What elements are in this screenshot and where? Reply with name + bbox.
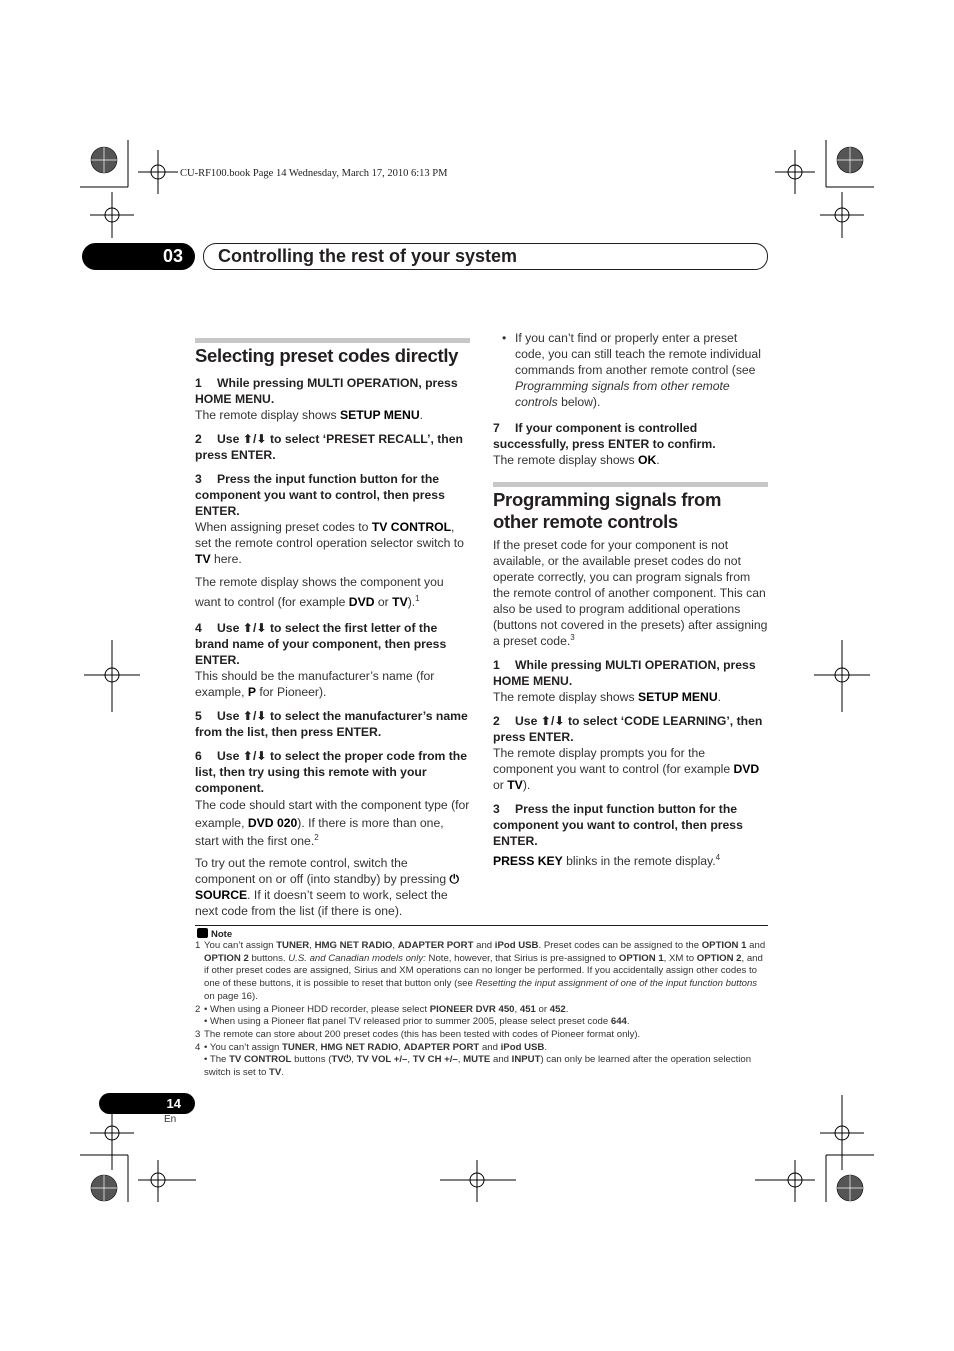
step-7: 7 If your component is controlled successfully, press ENTER to confirm. bbox=[493, 421, 716, 451]
note-3: 3 The remote can store about 200 preset codes (this has been tested with codes of Pioneer format only). bbox=[195, 1028, 641, 1040]
step-1: 1 While pressing MULTI OPERATION, press HOME MENU. bbox=[195, 376, 458, 406]
right-column bbox=[493, 330, 768, 869]
step-2-learning: 2 Use ⬆/⬇ to select ‘CODE LEARNING’, then press ENTER. bbox=[493, 714, 763, 744]
step-2-learning-body: The remote display prompts you for the component you want to control (for example DVD or TV). bbox=[493, 746, 760, 792]
step-6-body-2: To try out the remote control, switch the component on or off (into standby) by pressing ⏻ SOURCE. If it doesn’t seem to work, select the next code from the list (if there is one). bbox=[195, 856, 460, 918]
step-1-learning-body: The remote display shows SETUP MENU. bbox=[493, 690, 722, 704]
step-1-body: The remote display shows SETUP MENU. bbox=[195, 408, 424, 422]
chapter-number: 03 bbox=[162, 246, 183, 266]
step-4: 4 Use ⬆/⬇ to select the first letter of the brand name of your component, then press ENTER. bbox=[195, 621, 447, 667]
step-7-body: The remote display shows OK. bbox=[493, 453, 660, 467]
notes-heading: Note bbox=[197, 928, 232, 940]
notes-block bbox=[195, 940, 770, 1080]
section-heading-programming-signals: Programming signals from other remote controls bbox=[493, 482, 768, 533]
section-2-intro: If the preset code for your component is not available, or the available preset codes do not operate correctly, you can program signals from the remote control of another component. This can also be used to program additional operations (buttons not covered in the presets) after assigning a preset code.$^3$ bbox=[493, 538, 768, 648]
up-down-arrow-icon: ⬆/⬇ bbox=[242, 432, 267, 446]
up-down-arrow-icon: ⬆/⬇ bbox=[242, 709, 267, 723]
section-heading-preset-codes: Selecting preset codes directly bbox=[195, 338, 470, 367]
up-down-arrow-icon: ⬆/⬇ bbox=[540, 714, 565, 728]
note-1: 1 You can’t assign TUNER, HMG NET RADIO, ADAPTER PORT and iPod USB. Preset codes can be assigned to the OPTION 1 and OPTION 2 buttons. U.S. and Canadian models only: Note, however, that Sirius is pre-assigned to OPTION 1, XM to OPTION 2, and if other preset codes are assigned, Sirius and XM operations can no longer be performed. If you accidentally assign other codes to one of these buttons, it is possible to reset that button only (see Resetting the input assignment of one of the input function buttons on page 16). bbox=[195, 940, 766, 1002]
page-number-tab bbox=[99, 1093, 195, 1114]
book-filename-line: CU-RF100.book Page 14 Wednesday, March 17, 2010 6:13 PM bbox=[180, 168, 448, 179]
chapter-title: Controlling the rest of your system bbox=[218, 246, 518, 266]
step-2: 2 Use ⬆/⬇ to select ‘PRESET RECALL’, then press ENTER. bbox=[195, 432, 463, 462]
page-number: 14 bbox=[166, 1096, 181, 1111]
note-pencil-icon bbox=[197, 928, 208, 938]
up-down-arrow-icon: ⬆/⬇ bbox=[242, 749, 267, 763]
step-3: 3 Press the input function button for the component you want to control, then press ENTER. bbox=[195, 472, 445, 518]
step-4-body: This should be the manufacturer’s name (for example, P for Pioneer). bbox=[195, 669, 435, 699]
note-4: 4 • You can’t assign TUNER, HMG NET RADIO, ADAPTER PORT and iPod USB. • The TV CONTROL buttons (TV⏻, TV VOL +/–, TV CH +/–, MUTE and INPUT) can only be learned after the operation selection switch is set to TV. bbox=[195, 1041, 752, 1079]
step-3-body-1: When assigning preset codes to TV CONTROL, set the remote control operation selector switch to TV here. bbox=[195, 520, 464, 566]
step-5: 5 Use ⬆/⬇ to select the manufacturer’s name from the list, then press ENTER. bbox=[195, 709, 468, 739]
step-3-body-2: The remote display shows the component you want to control (for example DVD or TV).$^1$ bbox=[195, 575, 444, 609]
step-1-learning: 1 While pressing MULTI OPERATION, press HOME MENU. bbox=[493, 658, 756, 688]
step-6: 6 Use ⬆/⬇ to select the proper code from the list, then try using this remote with your component. bbox=[195, 749, 468, 795]
language-code: En bbox=[164, 1114, 177, 1125]
step-3-learning-body: PRESS KEY blinks in the remote display.$^4$ bbox=[493, 852, 721, 868]
step-3-learning: 3 Press the input function button for the component you want to control, then press ENTER. bbox=[493, 802, 743, 848]
left-column bbox=[195, 338, 470, 919]
notes-divider bbox=[195, 925, 768, 926]
up-down-arrow-icon: ⬆/⬇ bbox=[242, 621, 267, 635]
power-icon: ⏻ bbox=[449, 872, 460, 886]
chapter-number-tab bbox=[82, 243, 195, 270]
note-2: 2 • When using a Pioneer HDD recorder, please select PIONEER DVR 450, 451 or 452. • When using a Pioneer flat panel TV released prior to summer 2005, please select preset code 644. bbox=[195, 1003, 630, 1028]
step-6-body-1: The code should start with the component type (for example, DVD 020). If there is more than one, start with the first one.$^2$ bbox=[195, 798, 470, 848]
bullet-note: • If you can’t find or properly enter a preset code, you can still teach the remote individual commands from another remote control (see Programming signals from other remote controls below). bbox=[493, 330, 768, 410]
